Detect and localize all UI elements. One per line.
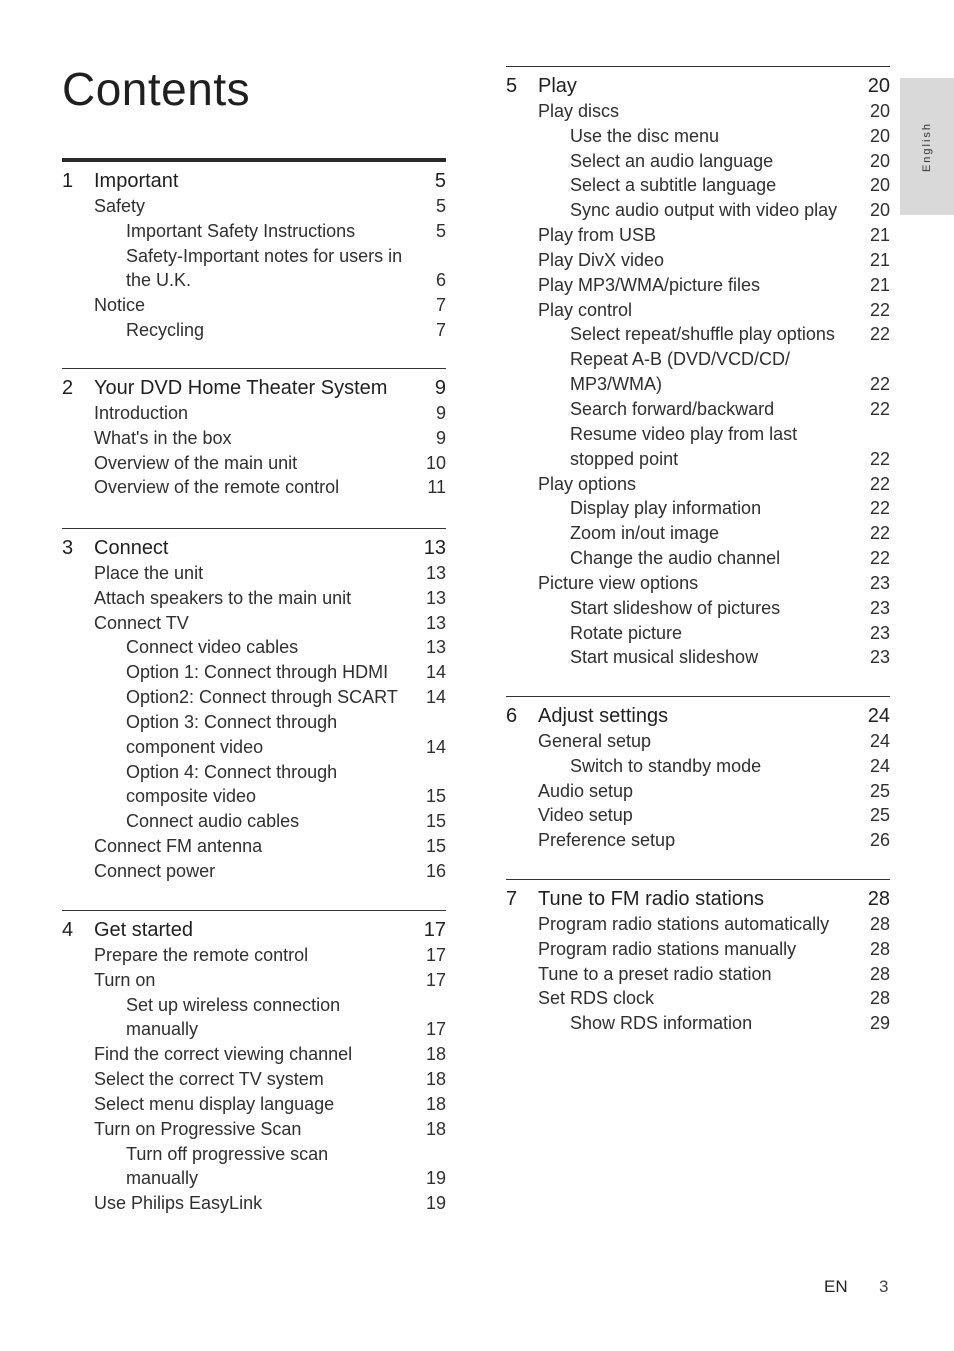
toc-entry[interactable] xyxy=(506,803,890,828)
toc-entry[interactable] xyxy=(62,710,446,735)
toc-entry-label: Option 3: Connect through xyxy=(126,711,338,732)
toc-entry[interactable] xyxy=(62,426,446,451)
toc-entry-label: Repeat A-B (DVD/VCD/CD/ xyxy=(570,349,791,370)
toc-entry-page-number: 22 xyxy=(869,548,890,569)
toc-entry[interactable] xyxy=(506,322,890,347)
toc-entry[interactable] xyxy=(62,268,446,293)
toc-entry-page-number: 5 xyxy=(435,220,446,241)
toc-entry[interactable] xyxy=(62,611,446,636)
toc-entry-label: Option2: Connect through SCART xyxy=(126,687,398,708)
section-divider xyxy=(506,696,890,697)
chapter-number: 5 xyxy=(506,75,518,97)
toc-entry-page-number: 20 xyxy=(869,150,890,171)
toc-entry[interactable] xyxy=(62,1092,446,1117)
toc-entry-page-number: 13 xyxy=(425,562,446,583)
toc-entry-label: Video setup xyxy=(538,805,633,826)
toc-entry-label: Set up wireless connection xyxy=(126,994,341,1015)
toc-entry-label: Switch to standby mode xyxy=(570,755,762,776)
toc-entry[interactable] xyxy=(62,943,446,968)
toc-entry[interactable] xyxy=(506,1011,890,1036)
section-divider xyxy=(62,910,446,911)
page-title: Contents xyxy=(62,63,251,115)
toc-entry-page-number: 20 xyxy=(869,175,890,196)
toc-entry-page-number: 23 xyxy=(869,597,890,618)
chapter-number: 7 xyxy=(506,888,518,910)
toc-entry[interactable] xyxy=(506,472,890,497)
toc-section-6 xyxy=(506,696,890,853)
section-divider xyxy=(62,158,446,162)
section-divider xyxy=(62,368,446,369)
toc-entry-label: Use Philips EasyLink xyxy=(94,1193,263,1214)
toc-chapter-heading[interactable] xyxy=(506,74,890,99)
toc-entry-label: Select repeat/shuffle play options xyxy=(570,324,835,345)
toc-entry-page-number: 21 xyxy=(869,225,890,246)
toc-entry[interactable] xyxy=(506,298,890,323)
toc-entry-label: Sync audio output with video play xyxy=(570,200,838,221)
toc-entry-label: Prepare the remote control xyxy=(94,944,309,965)
toc-entry[interactable] xyxy=(62,760,446,785)
chapter-number: 4 xyxy=(62,919,74,941)
toc-entry-page-number: 10 xyxy=(425,452,446,473)
toc-entry[interactable] xyxy=(506,347,890,372)
toc-entry-page-number: 14 xyxy=(425,736,446,757)
toc-entry-page-number: 21 xyxy=(869,249,890,270)
toc-entry-page-number: 25 xyxy=(869,805,890,826)
toc-entry-page-number: 20 xyxy=(869,125,890,146)
toc-entry[interactable] xyxy=(506,779,890,804)
toc-section-7 xyxy=(506,879,890,1036)
toc-entry-label: Connect video cables xyxy=(126,637,299,658)
toc-entry-page-number: 22 xyxy=(869,374,890,395)
toc-entry-label: Select an audio language xyxy=(570,150,774,171)
toc-entry[interactable] xyxy=(62,244,446,269)
toc-entry-label: Attach speakers to the main unit xyxy=(94,587,352,608)
toc-entry-page-number: 22 xyxy=(869,448,890,469)
toc-entry[interactable] xyxy=(62,859,446,884)
toc-entry-page-number: 19 xyxy=(425,1193,446,1214)
toc-entry[interactable] xyxy=(506,645,890,670)
toc-entry[interactable] xyxy=(506,986,890,1011)
chapter-title: Connect xyxy=(94,537,169,559)
toc-entry[interactable] xyxy=(506,729,890,754)
toc-entry-page-number: 6 xyxy=(435,270,446,291)
toc-entry-page-number: 22 xyxy=(869,398,890,419)
chapter-number: 1 xyxy=(62,170,74,192)
toc-entry-label: Connect TV xyxy=(94,612,189,633)
toc-entry[interactable] xyxy=(62,1042,446,1067)
toc-entry-page-number: 17 xyxy=(425,944,446,965)
chapter-page-number: 24 xyxy=(867,705,890,727)
toc-entry-label: component video xyxy=(126,736,264,757)
toc-entry[interactable] xyxy=(62,784,446,809)
toc-entry[interactable] xyxy=(506,248,890,273)
toc-entry-label: Play MP3/WMA/picture files xyxy=(538,274,761,295)
chapter-page-number: 5 xyxy=(434,170,446,192)
chapter-title: Play xyxy=(538,75,577,97)
toc-entry-page-number: 14 xyxy=(425,687,446,708)
toc-entry[interactable] xyxy=(506,828,890,853)
chapter-number: 6 xyxy=(506,705,518,727)
toc-entry-label: Zoom in/out image xyxy=(570,523,720,544)
toc-entry-page-number: 7 xyxy=(435,295,446,316)
toc-entry-page-number: 17 xyxy=(425,1019,446,1040)
toc-entry-label: What's in the box xyxy=(94,427,232,448)
toc-entry-label: Select the correct TV system xyxy=(94,1069,324,1090)
footer-language: EN xyxy=(824,1277,848,1296)
toc-entry-page-number: 23 xyxy=(869,622,890,643)
toc-entry[interactable] xyxy=(62,1191,446,1216)
toc-entry-page-number: 28 xyxy=(869,963,890,984)
chapter-page-number: 13 xyxy=(423,537,446,559)
toc-entry-label: Connect audio cables xyxy=(126,811,300,832)
toc-entry-label: Overview of the main unit xyxy=(94,452,298,473)
toc-entry[interactable] xyxy=(506,962,890,987)
toc-entry-label: Play control xyxy=(538,299,633,320)
toc-chapter-heading[interactable] xyxy=(506,704,890,729)
toc-entry-label: Place the unit xyxy=(94,562,204,583)
toc-entry-page-number: 9 xyxy=(435,427,446,448)
toc-entry[interactable] xyxy=(506,198,890,223)
section-divider xyxy=(506,66,890,67)
toc-entry-label: MP3/WMA) xyxy=(570,374,662,395)
toc-section-3 xyxy=(62,528,446,884)
toc-entry-label: Picture view options xyxy=(538,572,699,593)
chapter-page-number: 20 xyxy=(867,75,890,97)
language-tab-label: English xyxy=(921,121,933,172)
toc-entry[interactable] xyxy=(506,149,890,174)
chapter-title: Tune to FM radio stations xyxy=(538,888,765,910)
section-divider xyxy=(506,879,890,880)
toc-entry-page-number: 14 xyxy=(425,662,446,683)
toc-entry[interactable] xyxy=(506,273,890,298)
toc-entry[interactable] xyxy=(62,475,446,500)
toc-entry-label: composite video xyxy=(126,786,257,807)
toc-entry-page-number: 5 xyxy=(435,195,446,216)
toc-entry-label: Select a subtitle language xyxy=(570,175,777,196)
toc-entry[interactable] xyxy=(62,993,446,1018)
toc-entry-label: Play options xyxy=(538,473,637,494)
footer-page-number: 3 xyxy=(879,1277,889,1296)
toc-entry-page-number: 28 xyxy=(869,913,890,934)
toc-entry-page-number: 23 xyxy=(869,647,890,668)
toc-entry-label: Display play information xyxy=(570,498,762,519)
toc-entry-page-number: 26 xyxy=(869,830,890,851)
toc-entry-page-number: 15 xyxy=(425,836,446,857)
toc-entry-page-number: 24 xyxy=(869,755,890,776)
toc-entry-page-number: 25 xyxy=(869,780,890,801)
toc-entry-page-number: 18 xyxy=(425,1118,446,1139)
toc-entry-label: Play DivX video xyxy=(538,249,665,270)
toc-entry-page-number: 21 xyxy=(869,274,890,295)
toc-entry-label: Program radio stations manually xyxy=(538,938,797,959)
chapter-page-number: 28 xyxy=(867,888,890,910)
chapter-title: Your DVD Home Theater System xyxy=(94,377,388,399)
toc-entry-page-number: 29 xyxy=(869,1013,890,1034)
toc-entry-page-number: 22 xyxy=(869,473,890,494)
toc-entry-label: Show RDS information xyxy=(570,1013,753,1034)
chapter-page-number: 9 xyxy=(434,377,446,399)
chapter-page-number: 17 xyxy=(423,919,446,941)
toc-entry-label: Safety-Important notes for users in xyxy=(126,245,403,266)
toc-entry[interactable] xyxy=(62,561,446,586)
toc-entry-label: Connect power xyxy=(94,860,216,881)
toc-entry-label: Option 1: Connect through HDMI xyxy=(126,662,389,683)
toc-entry-page-number: 17 xyxy=(425,969,446,990)
toc-entry-label: the U.K. xyxy=(126,270,192,291)
toc-entry[interactable] xyxy=(62,451,446,476)
toc-entry[interactable] xyxy=(62,194,446,219)
toc-entry-label: Program radio stations automatically xyxy=(538,913,830,934)
toc-entry[interactable] xyxy=(62,219,446,244)
toc-entry-page-number: 13 xyxy=(425,612,446,633)
toc-entry[interactable] xyxy=(506,754,890,779)
toc-entry-page-number: 13 xyxy=(425,587,446,608)
toc-entry-page-number: 13 xyxy=(425,637,446,658)
toc-entry[interactable] xyxy=(62,685,446,710)
toc-entry-label: Notice xyxy=(94,295,146,316)
language-tab xyxy=(900,78,954,215)
toc-entry-label: Turn on xyxy=(94,969,156,990)
toc-entry-page-number: 19 xyxy=(425,1168,446,1189)
toc-section-4 xyxy=(62,910,446,1216)
toc-entry[interactable] xyxy=(62,1142,446,1167)
toc-entry-label: Tune to a preset radio station xyxy=(538,963,772,984)
toc-entry-label: General setup xyxy=(538,730,652,751)
toc-chapter-heading[interactable] xyxy=(62,536,446,561)
toc-entry[interactable] xyxy=(506,372,890,397)
toc-entry-page-number: 23 xyxy=(869,572,890,593)
toc-entry-label: Recycling xyxy=(126,320,205,341)
toc-chapter-heading[interactable] xyxy=(62,376,446,401)
toc-section-2 xyxy=(62,368,446,500)
toc-entry-label: stopped point xyxy=(570,448,679,469)
chapter-title: Important xyxy=(94,170,179,192)
toc-entry[interactable] xyxy=(62,968,446,993)
toc-entry-page-number: 15 xyxy=(425,811,446,832)
toc-entry[interactable] xyxy=(506,447,890,472)
toc-entry-label: Overview of the remote control xyxy=(94,477,340,498)
toc-entry-page-number: 22 xyxy=(869,324,890,345)
toc-entry-page-number: 11 xyxy=(427,477,446,498)
toc-entry-page-number: 18 xyxy=(425,1069,446,1090)
toc-section-5 xyxy=(506,66,890,670)
toc-entry-page-number: 18 xyxy=(425,1044,446,1065)
toc-entry[interactable] xyxy=(506,596,890,621)
toc-entry[interactable] xyxy=(506,124,890,149)
toc-entry[interactable] xyxy=(506,99,890,124)
toc-entry-label: manually xyxy=(126,1019,199,1040)
toc-entry-page-number: 15 xyxy=(425,786,446,807)
toc-entry-label: Introduction xyxy=(94,402,189,423)
toc-entry-label: Resume video play from last xyxy=(570,423,798,444)
toc-entry-label: Select menu display language xyxy=(94,1093,335,1114)
toc-entry[interactable] xyxy=(506,571,890,596)
toc-entry[interactable] xyxy=(506,912,890,937)
toc-chapter-heading[interactable] xyxy=(62,169,446,194)
toc-entry-label: Important Safety Instructions xyxy=(126,220,356,241)
toc-entry-page-number: 22 xyxy=(869,498,890,519)
toc-entry-page-number: 28 xyxy=(869,988,890,1009)
toc-entry-page-number: 28 xyxy=(869,938,890,959)
section-divider xyxy=(62,528,446,529)
toc-entry-page-number: 22 xyxy=(869,523,890,544)
toc-chapter-heading[interactable] xyxy=(506,887,890,912)
toc-entry[interactable] xyxy=(506,223,890,248)
toc-entry-label: Connect FM antenna xyxy=(94,836,263,857)
toc-entry-label: Turn off progressive scan xyxy=(126,1143,329,1164)
toc-entry-label: Audio setup xyxy=(538,780,634,801)
toc-entry-label: Find the correct viewing channel xyxy=(94,1044,353,1065)
toc-entry[interactable] xyxy=(62,735,446,760)
toc-entry[interactable] xyxy=(62,1017,446,1042)
toc-entry[interactable] xyxy=(506,397,890,422)
toc-entry-label: Turn on Progressive Scan xyxy=(94,1118,302,1139)
toc-entry[interactable] xyxy=(506,546,890,571)
toc-entry-label: Start musical slideshow xyxy=(570,647,759,668)
toc-entry[interactable] xyxy=(62,834,446,859)
toc-entry-label: manually xyxy=(126,1168,199,1189)
chapter-title: Adjust settings xyxy=(538,705,669,727)
toc-entry[interactable] xyxy=(506,496,890,521)
toc-entry[interactable] xyxy=(62,1117,446,1142)
toc-entry-label: Safety xyxy=(94,195,146,216)
toc-entry[interactable] xyxy=(62,1067,446,1092)
toc-entry[interactable] xyxy=(62,318,446,343)
toc-entry-page-number: 22 xyxy=(869,299,890,320)
toc-entry[interactable] xyxy=(506,621,890,646)
toc-entry-page-number: 20 xyxy=(869,200,890,221)
toc-chapter-heading[interactable] xyxy=(62,918,446,943)
toc-entry[interactable] xyxy=(506,422,890,447)
toc-entry-label: Play discs xyxy=(538,100,620,121)
toc-entry[interactable] xyxy=(62,293,446,318)
toc-entry-page-number: 7 xyxy=(435,320,446,341)
toc-entry-label: Use the disc menu xyxy=(570,125,720,146)
toc-entry[interactable] xyxy=(506,173,890,198)
toc-entry[interactable] xyxy=(506,937,890,962)
toc-entry-label: Set RDS clock xyxy=(538,988,655,1009)
toc-entry[interactable] xyxy=(62,660,446,685)
toc-entry-label: Search forward/backward xyxy=(570,398,775,419)
toc-entry-label: Option 4: Connect through xyxy=(126,761,338,782)
toc-entry-label: Change the audio channel xyxy=(570,548,781,569)
toc-entry-label: Start slideshow of pictures xyxy=(570,597,781,618)
toc-entry-page-number: 16 xyxy=(425,860,446,881)
chapter-number: 3 xyxy=(62,537,74,559)
toc-entry[interactable] xyxy=(62,635,446,660)
chapter-number: 2 xyxy=(62,377,74,399)
toc-entry-page-number: 9 xyxy=(435,402,446,423)
toc-entry-page-number: 24 xyxy=(869,730,890,751)
toc-entry-page-number: 18 xyxy=(425,1093,446,1114)
toc-entry-label: Play from USB xyxy=(538,225,657,246)
toc-entry[interactable] xyxy=(62,401,446,426)
toc-entry[interactable] xyxy=(62,586,446,611)
toc-entry-page-number: 20 xyxy=(869,100,890,121)
toc-entry-label: Rotate picture xyxy=(570,622,683,643)
chapter-title: Get started xyxy=(94,919,193,941)
toc-section-1 xyxy=(62,158,446,343)
toc-entry[interactable] xyxy=(506,521,890,546)
toc-entry[interactable] xyxy=(62,809,446,834)
toc-entry[interactable] xyxy=(62,1166,446,1191)
toc-entry-label: Preference setup xyxy=(538,830,676,851)
